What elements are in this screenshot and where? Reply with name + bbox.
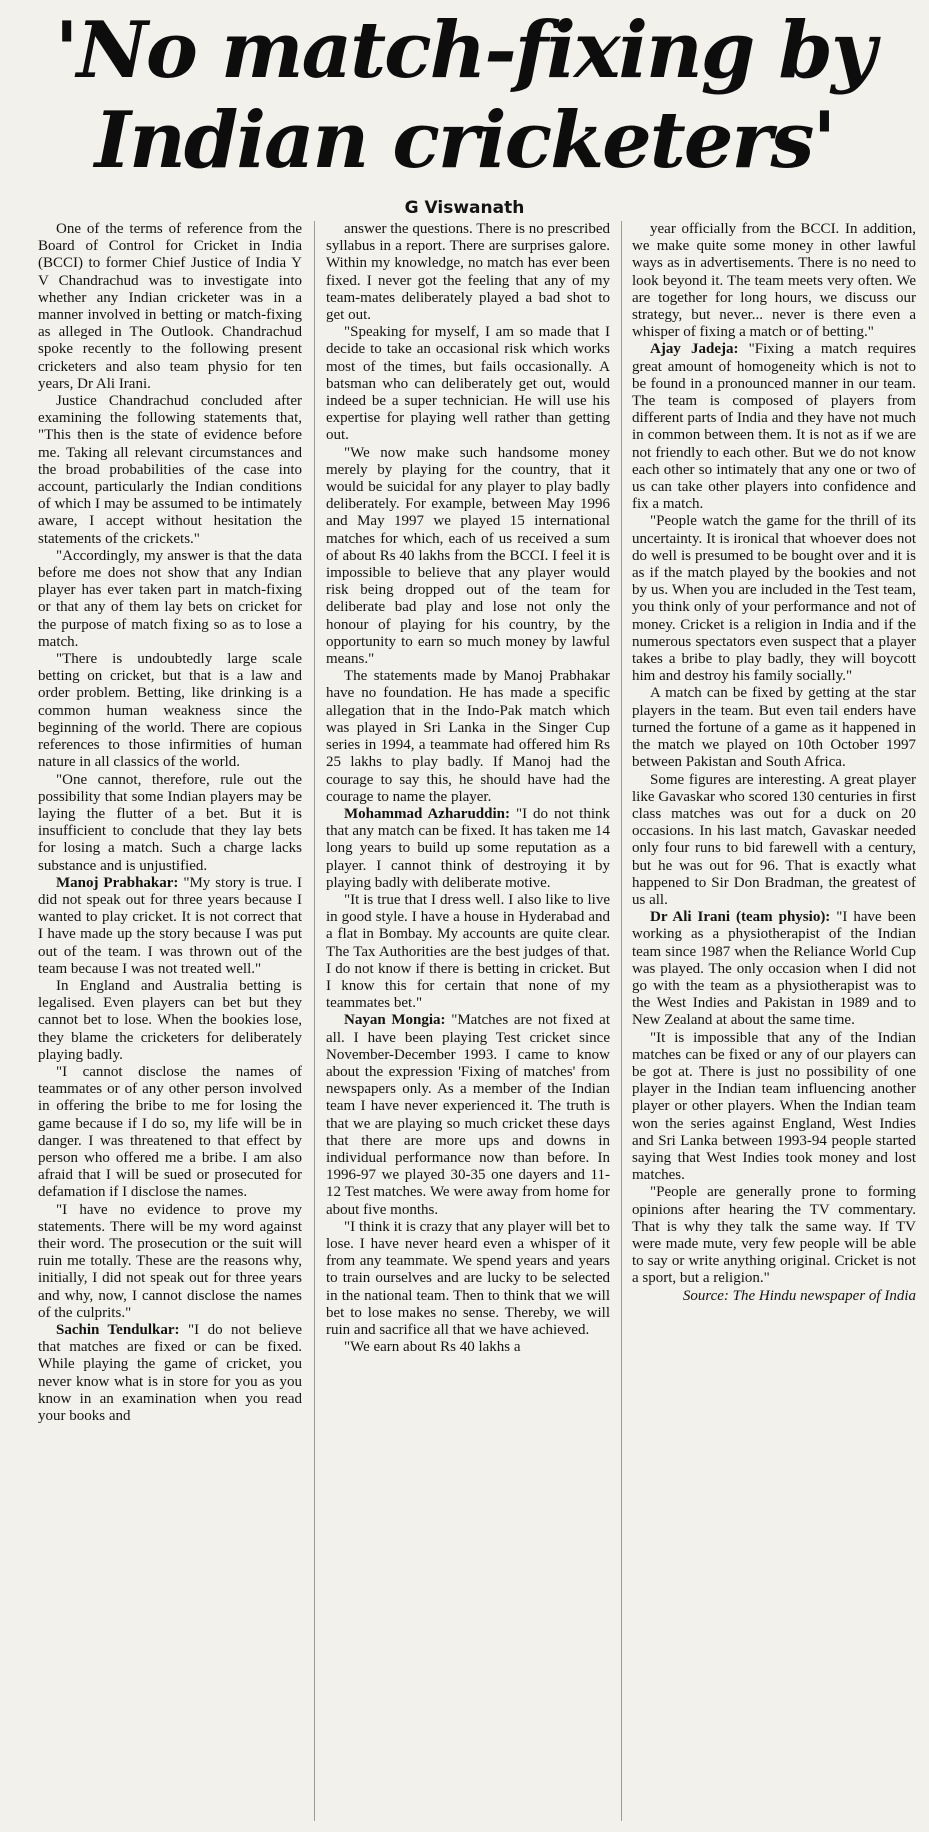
paragraph-text: "One cannot, therefore, rule out the possibility that some Indian players may be laying the flutter of a bet. But it is insufficient to conclude that they lay bets for losing a match. Such a charge lacks substance and is unjustified. [38, 771, 302, 874]
paragraph-text: Justice Chandrachud concluded after examining the following statements that, "This then is the state of evidence before me. Taking all relevant circumstances and the broad probabilities of the case into account, particularly the Indian conditions of which I may be assumed to be intimately aware, I accept without hesitation the statements of the crickets." [38, 393, 302, 547]
paragraph [326, 445, 610, 669]
paragraph-text: "I do not believe that matches are fixed or can be fixed. While playing the game of cricket, you never know what is in store for you as you know in an examination when you read your books and [38, 1322, 302, 1425]
paragraph [632, 341, 916, 513]
paragraph [326, 221, 610, 324]
paragraph-text: "We now make such handsome money merely by playing for the country, that it would be suicidal for any player to play badly deliberately. For example, between May 1996 and May 1997 we played 15 international matches for which, each of us received a sum of about Rs 40 lakhs from the BCCI. I feel it is impossible to believe that any player would risk being dropped out of the team for deliberate bad play and lose not only the honour of playing for his country, by the opportunity to earn so much money by lawful means." [326, 444, 610, 668]
paragraph-text: "We earn about Rs 40 lakhs a [344, 1339, 521, 1356]
paragraph-text: In England and Australia betting is legalised. Even players can bet but they cannot bet to lose. When the bookies lose, they blame the cricketers for deliberately playing badly. [38, 977, 302, 1063]
paragraph-text: "I cannot disclose the names of teammates or of any other person involved in offering the bribe to me for losing the game because if I do so, my life will be in danger. I was threatened to that effect by person who offered me a bribe. I am also afraid that I will be sued or prosecuted for defamation if I disclose the names. [38, 1063, 302, 1201]
source-credit: Source: The Hindu newspaper of India [682, 1287, 916, 1304]
paragraph-text: year officially from the BCCI. In addition, we make quite some money in other lawful ways as in advertisements. There is no need to look beyond it. The team meets very often. We are together for long hours, we discuss our strategy, but never... never is there even a whisper of fixing a match or of betting." [632, 221, 916, 341]
paragraph-text: "Fixing a match requires great amount of homogeneity which is not to be found in a pronounced manner in our team. The team is composed of players from different parts of India and they have not much in common between them. It is not as if we are not friendly to each other. But we do not know each other so intimately that any one or two of us can take other players into confidence and fix a match. [632, 341, 916, 513]
paragraph-text: "Speaking for myself, I am so made that I decide to take an occasional risk which works most of the times, but fails occasionally. A batsman who can deliberately get out, would indeed be a super technician. He will use his expertise for playing well rather than getting out. [326, 324, 610, 444]
speaker-name: Manoj Prabhakar: [56, 874, 179, 891]
paragraph [326, 1339, 610, 1356]
paragraph [632, 1030, 916, 1185]
paragraph [632, 1184, 916, 1287]
paragraph-text: "It is true that I dress well. I also like to live in good style. I have a house in Hyderabad and a flat in Bombay. My accounts are quite clear. The Tax Authorities are the best judges of that. I do not know if there is betting in cricket. But I know this for certain that none of my teammates bet." [326, 891, 610, 1012]
paragraph [632, 772, 916, 910]
paragraph-text: "People are generally prone to forming opinions after hearing the TV commentary. That is why they talk the same way. If TV were made mute, very few people will be able to say or write anything original. Cricket is not a sport, but a religion." [632, 1184, 916, 1287]
paragraph-text: One of the terms of reference from the Board of Control for Cricket in India (BCCI) to former Chief Justice of India Y V Chandrachud was to investigate into whether any Indian cricketer was in a manner involved in betting or match-fixing as alleged in The Outlook. Chandrachud spoke recently to the following present cricketers and also team physio for ten years, Dr Ali Irani. [38, 221, 302, 392]
paragraph-text: answer the questions. There is no prescribed syllabus in a report. There are surprises galore. Within my knowledge, no match has ever been fixed. I never got the feeling that any of my team-mates deliberately played a bad shot to get out. [326, 221, 610, 324]
paragraph [326, 806, 610, 892]
paragraph [38, 978, 302, 1064]
column-2 [326, 221, 610, 1821]
paragraph [326, 892, 610, 1012]
paragraph [326, 1219, 610, 1339]
speaker-name: Ajay Jadeja: [650, 341, 739, 358]
paragraph-text: "Accordingly, my answer is that the data before me does not show that any Indian player has ever taken part in match-fixing or that any of them lay bets on cricket for the purpose of match fixing so as to lose a match. [38, 547, 302, 650]
paragraph-text: "I have no evidence to prove my statements. There will be my word against their word. The prosecution or the suit will ruin me totally. These are the reasons why, initially, I did not speak out for three years and why, now, I cannot disclose the names of the culprits." [38, 1201, 302, 1321]
paragraph [632, 513, 916, 685]
paragraph [38, 548, 302, 651]
paragraph-text: A match can be fixed by getting at the star players in the team. But even tail enders have turned the fortune of a game as it happened in the match we played on 10th October 1997 between Pakistan and South Africa. [632, 685, 916, 771]
paragraph [38, 651, 302, 771]
paragraph [326, 324, 610, 444]
paragraph [38, 772, 302, 875]
speaker-name: Sachin Tendulkar: [56, 1322, 180, 1338]
paragraph-text: "Matches are not fixed at all. I have been playing Test cricket since November-December 1993. I came to know about the expression 'Fixing of matches' from newspapers only. As a member of the Indian team I have never experienced it. The truth is that we are playing so much cricket these days that there are more ups and downs in individual performance now than before. In 1996-97 we played 30-35 one dayers and 11-12 Test matches. We were away from home for about five months. [326, 1012, 610, 1218]
paragraph [38, 1322, 302, 1425]
paragraph-text: "My story is true. I did not speak out for three years because I wanted to play cricket. It is not correct that I have made up the story because I was put out of the team. I was thrown out of the team because I was not treated well." [38, 874, 302, 977]
paragraph [326, 1012, 610, 1218]
paragraph-text: "People watch the game for the thrill of its uncertainty. It is ironical that whoever does not do well is presumed to be bought over and it is as if the match played by the bookies and not by us. When you are included in the Test team, you think only of your performance and not of money. Cricket is a religion in India and if the numerous spectators even suspect that a player takes a bribe to play badly, they will boycott him and destroy his family socially." [632, 513, 916, 685]
column-1 [38, 221, 302, 1821]
column-divider [621, 221, 622, 1821]
paragraph-text: The statements made by Manoj Prabhakar have no foundation. He has made a specific allegation that in the Indo-Pak match which was played in Sri Lanka in the Singer Cup series in 1994, a teammate had offered him Rs 25 lakhs to play badly. If Manoj had the courage to say this, he should have had the courage to name the player. [326, 668, 610, 805]
paragraph [38, 1202, 302, 1322]
paragraph-text: "It is impossible that any of the Indian matches can be fixed or any of our players can be got at. There is just no possibility of one player in the Indian team influencing another player or other players. When the Indian team won the series against England, West Indies and Sri Lanka between 1993-94 people started saying that West Indies took money and lost matches. [632, 1029, 916, 1184]
paragraph [632, 909, 916, 1029]
speaker-name: Mohammad Azharuddin: [344, 805, 510, 822]
paragraph-text: Some figures are interesting. A great player like Gavaskar who scored 130 centuries in first class matches was out for a duck on 20 occasions. In his last match, Gavaskar needed only four runs to bid farewell with a century, but he was out for 96. That is exactly what happened to Sir Don Bradman, the greatest of us all. [632, 771, 916, 908]
speaker-name: Dr Ali Irani (team physio): [650, 909, 831, 926]
column-divider [314, 221, 315, 1821]
paragraph [38, 393, 302, 548]
paragraph-text: "There is undoubtedly large scale betting on cricket, but that is a law and order problem. Betting, like drinking is a common human weakness since the beginning of the world. There are copious references to those infirmities of human nature in all classics of the world. [38, 651, 302, 771]
headline [0, 6, 929, 186]
paragraph [38, 1064, 302, 1202]
paragraph [38, 221, 302, 393]
paragraph-text: "I do not think that any match can be fixed. It has taken me 14 long years to build up some reputation as a player. I cannot think of destroying it by playing badly with deliberate motive. [326, 805, 610, 891]
article-body [0, 221, 929, 1821]
paragraph-text: "I have been working as a physiotherapist of the Indian team since 1987 when the Reliance World Cup was played. The only occasion when I did not go with the team as a physiotherapist was to the West Indies and Pakistan in 1989 and to New Zealand at about the same time. [632, 909, 916, 1029]
byline: G Viswanath [404, 198, 525, 218]
headline-line-1: 'No match-fixing by [54, 5, 875, 96]
paragraph-text: "I think it is crazy that any player will bet to lose. I have never heard even a whisper of it from any teammate. We spend years and years to train ourselves and are lucky to be selected in the national team. Then to think that we will bet to lose makes no sense. Thereby, we will ruin and sacrifice all that we have achieved. [326, 1218, 610, 1338]
paragraph [632, 221, 916, 341]
paragraph [632, 685, 916, 771]
speaker-name: Nayan Mongia: [344, 1012, 446, 1029]
headline-line-2: Indian cricketers' [94, 95, 835, 186]
paragraph [326, 668, 610, 806]
paragraph [38, 875, 302, 978]
column-3 [632, 221, 916, 1821]
